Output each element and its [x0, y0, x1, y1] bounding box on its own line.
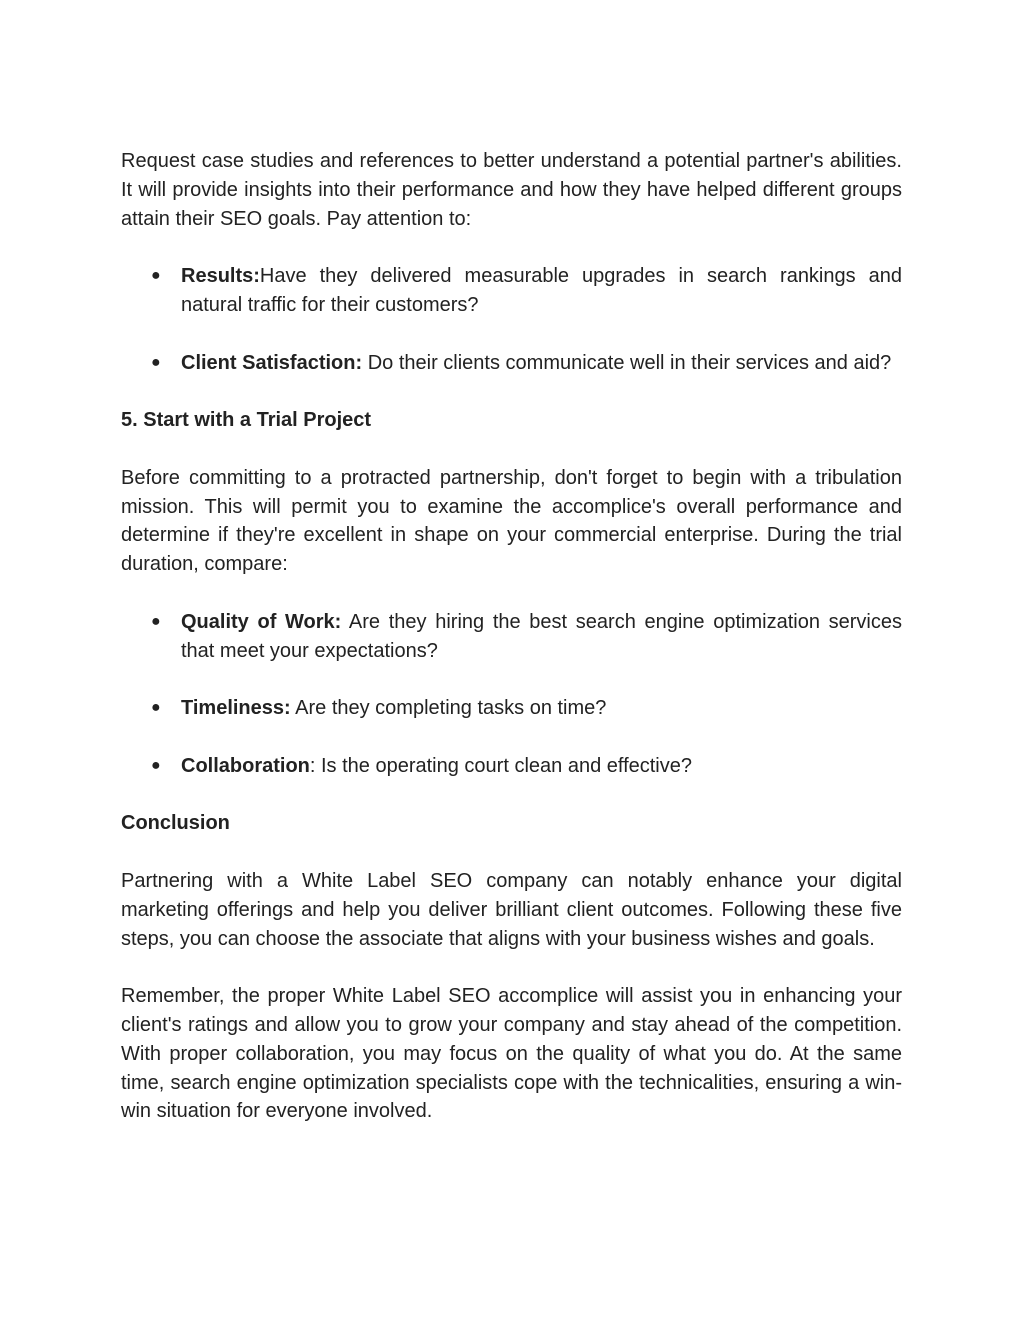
conclusion-heading: Conclusion — [121, 812, 230, 835]
bullet-term: Quality of Work: — [181, 610, 342, 633]
bullet-item-client-satisfaction — [121, 349, 902, 378]
bullet-text: Are they completing tasks on time? — [290, 697, 607, 720]
bullet-text: Do their clients communicate well in their services and aid? — [362, 351, 892, 374]
bullet-term: Results: — [181, 265, 260, 288]
case-study-bullet-list — [121, 262, 902, 377]
document-page — [121, 147, 902, 1126]
bullet-dot-icon: ● — [151, 267, 161, 285]
bullet-text: Are they hiring the best search engine optimization services that meet your expectations? — [181, 610, 902, 662]
trial-bullet-list — [121, 608, 902, 781]
conclusion-paragraph-2: Remember, the proper White Label SEO accomplice will assist you in enhancing your client's ratings and allow you to grow your company and stay ahead of the competition. With proper collaboration, you may focus on the quality of what you do. At the same time, search engine optimization specialists cope with the technicalities, ensuring a win-win situation for everyone involved. — [121, 985, 902, 1123]
bullet-item-results — [121, 262, 902, 320]
bullet-text: Have they delivered measurable upgrades in search rankings and natural traffic for their customers? — [181, 265, 902, 316]
bullet-dot-icon: ● — [151, 612, 161, 630]
bullet-term: Collaboration — [181, 754, 310, 777]
bullet-term: Timeliness: — [181, 697, 291, 720]
bullet-item-timeliness — [121, 694, 902, 723]
bullet-item-collaboration — [121, 752, 902, 781]
intro-paragraph: Request case studies and references to better understand a potential partner's abilities. It will provide insights into their performance and how they have helped different groups attain their SEO goals. Pay attention to: — [121, 150, 902, 230]
bullet-term: Client Satisfaction: — [181, 351, 363, 374]
bullet-item-quality-of-work — [121, 608, 902, 666]
conclusion-paragraph-1: Partnering with a White Label SEO company can notably enhance your digital marketing offerings and help you deliver brilliant client outcomes. Following these five steps, you can choose the associate that aligns with your business wishes and goals. — [121, 869, 902, 950]
bullet-dot-icon: ● — [151, 756, 161, 774]
bullet-text: : Is the operating court clean and effective? — [309, 754, 692, 777]
section-5-heading: 5. Start with a Trial Project — [121, 409, 372, 432]
bullet-dot-icon: ● — [151, 699, 161, 717]
bullet-dot-icon: ● — [151, 353, 161, 371]
section-5-paragraph: Before committing to a protracted partnership, don't forget to begin with a tribulation mission. This will permit you to examine the accomplice's overall performance and determine if they're excellent in shape on your commercial enterprise. During the trial duration, compare: — [121, 466, 902, 576]
